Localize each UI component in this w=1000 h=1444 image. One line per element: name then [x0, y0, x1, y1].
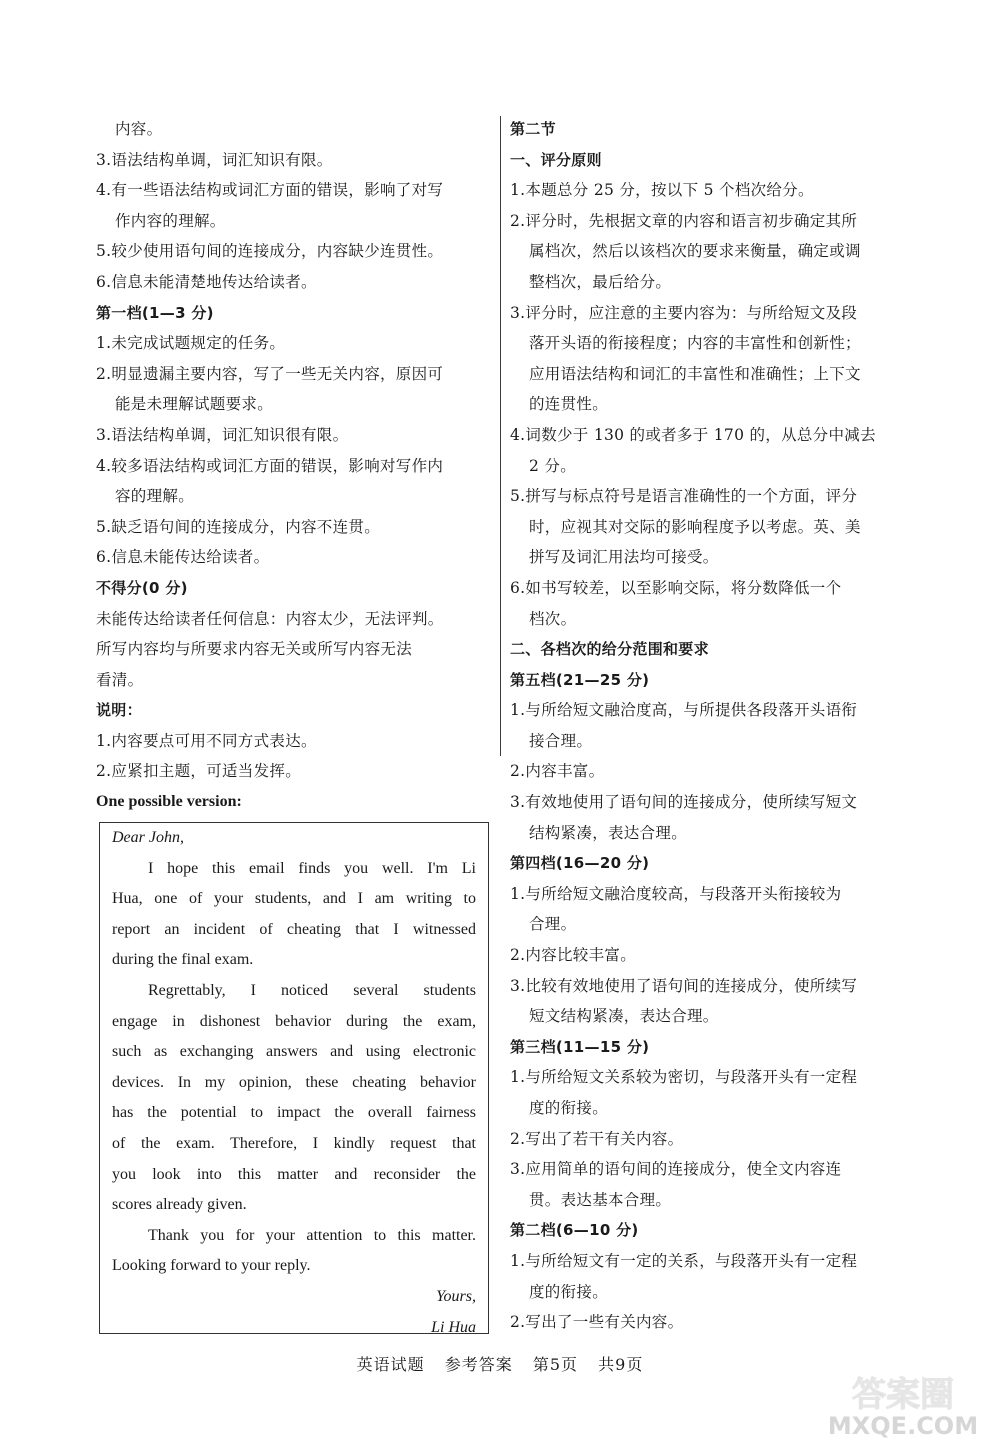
letter-line: engage in dishonest behavior during the exam,: [112, 1012, 476, 1030]
section-heading: 二、各档次的给分范围和要求: [510, 640, 709, 659]
text-line: 合理。: [529, 915, 577, 934]
section-heading: 说明：: [96, 701, 142, 720]
section-heading: 第三档(11—15 分): [510, 1037, 650, 1056]
footer-subject: 英语试题: [356, 1355, 425, 1374]
text-line: 作内容的理解。: [115, 211, 226, 230]
letter-line: Hua, one of your students, and I am writing to: [112, 890, 476, 908]
left-column: [96, 114, 492, 817]
watermark-logo: [818, 1372, 988, 1438]
text-line: 5.拼写与标点符号是语言准确性的一个方面，评分: [510, 487, 858, 506]
text-line: 1.与所给短文关系较为密切，与段落开头有一定程: [510, 1068, 858, 1087]
text-line: 属档次，然后以该档次的要求来衡量，确定或调: [529, 242, 861, 261]
letter-line: Looking forward to your reply.: [112, 1257, 311, 1275]
text-line: 2.写出了若干有关内容。: [510, 1129, 684, 1148]
text-line: 3.应用简单的语句间的连接成分，使全文内容连: [510, 1160, 842, 1179]
text-line: 2 分。: [529, 456, 576, 475]
text-line: 6.信息未能传达给读者。: [96, 548, 270, 567]
text-line: 度的衔接。: [529, 1099, 609, 1117]
letter-line: Thank you for your attention to this matter.: [148, 1226, 476, 1244]
text-line: 4.词数少于 130 的或者多于 170 的，从总分中减去: [510, 425, 876, 444]
footer-page: 第5页: [532, 1355, 579, 1374]
text-line: 所写内容均与所要求内容无关或所写内容无法: [96, 640, 413, 659]
letter-line: scores already given.: [112, 1196, 247, 1214]
letter-line: Regrettably, I noticed several students: [148, 981, 476, 999]
text-line: 3.比较有效地使用了语句间的连接成分，使所续写: [510, 976, 858, 995]
sample-letter-box: [99, 822, 489, 1334]
text-line: 2.写出了一些有关内容。: [510, 1313, 684, 1332]
text-line: 容的理解。: [115, 487, 195, 506]
text-line: 1.内容要点可用不同方式表达。: [96, 731, 317, 750]
text-line: 落开头语的衔接程度；内容的丰富性和创新性；: [529, 334, 861, 353]
text-line: 度的衔接。: [529, 1282, 609, 1301]
text-line: 6.信息未能清楚地传达给读者。: [96, 272, 317, 291]
text-line: 档次。: [529, 609, 577, 628]
letter-salutation: Dear John,: [112, 829, 184, 846]
text-line: 1.与所给短文融洽度高，与所提供各段落开头语衔: [510, 701, 858, 720]
section-heading: 第四档(16—20 分): [510, 854, 650, 873]
text-line: 结构紧凑，表达合理。: [529, 823, 688, 842]
text-line: 5.缺乏语句间的连接成分，内容不连贯。: [96, 517, 380, 536]
letter-line: report an incident of cheating that I witnessed: [112, 920, 476, 938]
footer-total: 共9页: [598, 1355, 644, 1374]
text-line: 1.与所给短文有一定的关系，与段落开头有一定程: [510, 1251, 858, 1270]
text-line: 2.内容丰富。: [510, 762, 605, 781]
text-line: 贯。表达基本合理。: [529, 1190, 672, 1209]
text-line: 接合理。: [529, 731, 593, 750]
text-line: 未能传达给读者任何信息：内容太少，无法评判。: [96, 609, 444, 628]
letter-signature: Li Hua: [431, 1318, 476, 1336]
text-line: 4.较多语法结构或词汇方面的错误，影响对写作内: [96, 456, 444, 475]
text-line: 3.语法结构单调，词汇知识有限。: [96, 150, 333, 169]
text-line: 2.评分时，先根据文章的内容和语言初步确定其所: [510, 211, 858, 230]
right-column: [510, 114, 905, 1338]
text-line: 5.较少使用语句间的连接成分，内容缺少连贯性。: [96, 242, 444, 261]
watermark-top-text: 答案圈: [852, 1375, 954, 1415]
text-line: 2.明显遗漏主要内容，写了一些无关内容，原因可: [96, 364, 444, 383]
text-line: 2.内容比较丰富。: [510, 946, 636, 965]
text-line: 内容。: [115, 120, 163, 138]
text-line: 1.未完成试题规定的任务。: [96, 334, 286, 353]
text-line: 的连贯性。: [529, 395, 609, 414]
text-line: 2.应紧扣主题，可适当发挥。: [96, 762, 301, 781]
text-line: 应用语法结构和词汇的丰富性和准确性；上下文: [529, 364, 861, 383]
footer-label: 参考答案: [444, 1355, 513, 1374]
section-heading: 第一档(1—3 分): [96, 303, 214, 322]
letter-line: such as exchanging answers and using electronic: [112, 1043, 476, 1061]
section-heading: 第二档(6—10 分): [510, 1221, 639, 1240]
text-line: 3.评分时，应注意的主要内容为：与所给短文及段: [510, 303, 858, 322]
text-line: 看清。: [96, 670, 144, 689]
section-heading: 第二节: [510, 120, 556, 138]
section-heading: 第五档(21—25 分): [510, 670, 650, 689]
text-line: 短文结构紧凑，表达合理。: [529, 1007, 719, 1026]
text-line: 6.如书写较差，以至影响交际，将分数降低一个: [510, 578, 842, 597]
section-heading: 一、评分原则: [510, 150, 602, 169]
letter-line: of the exam. Therefore, I kindly request that: [112, 1134, 476, 1152]
letter-line: you look into this matter and reconsider the: [112, 1165, 476, 1183]
text-line: 3.语法结构单调，词汇知识很有限。: [96, 425, 349, 444]
letter-line: I hope this email finds you well. I'm Li: [148, 859, 476, 877]
section-heading: 不得分(0 分): [96, 578, 188, 597]
letter-line: during the final exam.: [112, 951, 254, 969]
watermark-bottom-text: MXQE.COM: [827, 1412, 979, 1438]
text-line: 整档次，最后给分。: [529, 272, 672, 291]
text-line: 4.有一些语法结构或词汇方面的错误，影响了对写: [96, 181, 444, 200]
text-line: 1.与所给短文融洽度较高，与段落开头衔接较为: [510, 884, 842, 903]
text-line: 3.有效地使用了语句间的连接成分，使所续写短文: [510, 793, 858, 812]
version-heading: One possible version:: [96, 793, 242, 811]
letter-line: devices. In my opinion, these cheating behavior: [112, 1073, 476, 1091]
letter-closing: Yours,: [436, 1287, 476, 1305]
text-line: 时，应视其对交际的影响程度予以考虑。英、美: [529, 517, 861, 536]
text-line: 1.本题总分 25 分，按以下 5 个档次给分。: [510, 181, 814, 200]
text-line: 能是未理解试题要求。: [115, 395, 274, 414]
letter-line: has the potential to impact the overall fairness: [112, 1104, 476, 1122]
text-line: 拼写及词汇用法均可接受。: [529, 548, 719, 567]
column-divider: [500, 116, 501, 756]
